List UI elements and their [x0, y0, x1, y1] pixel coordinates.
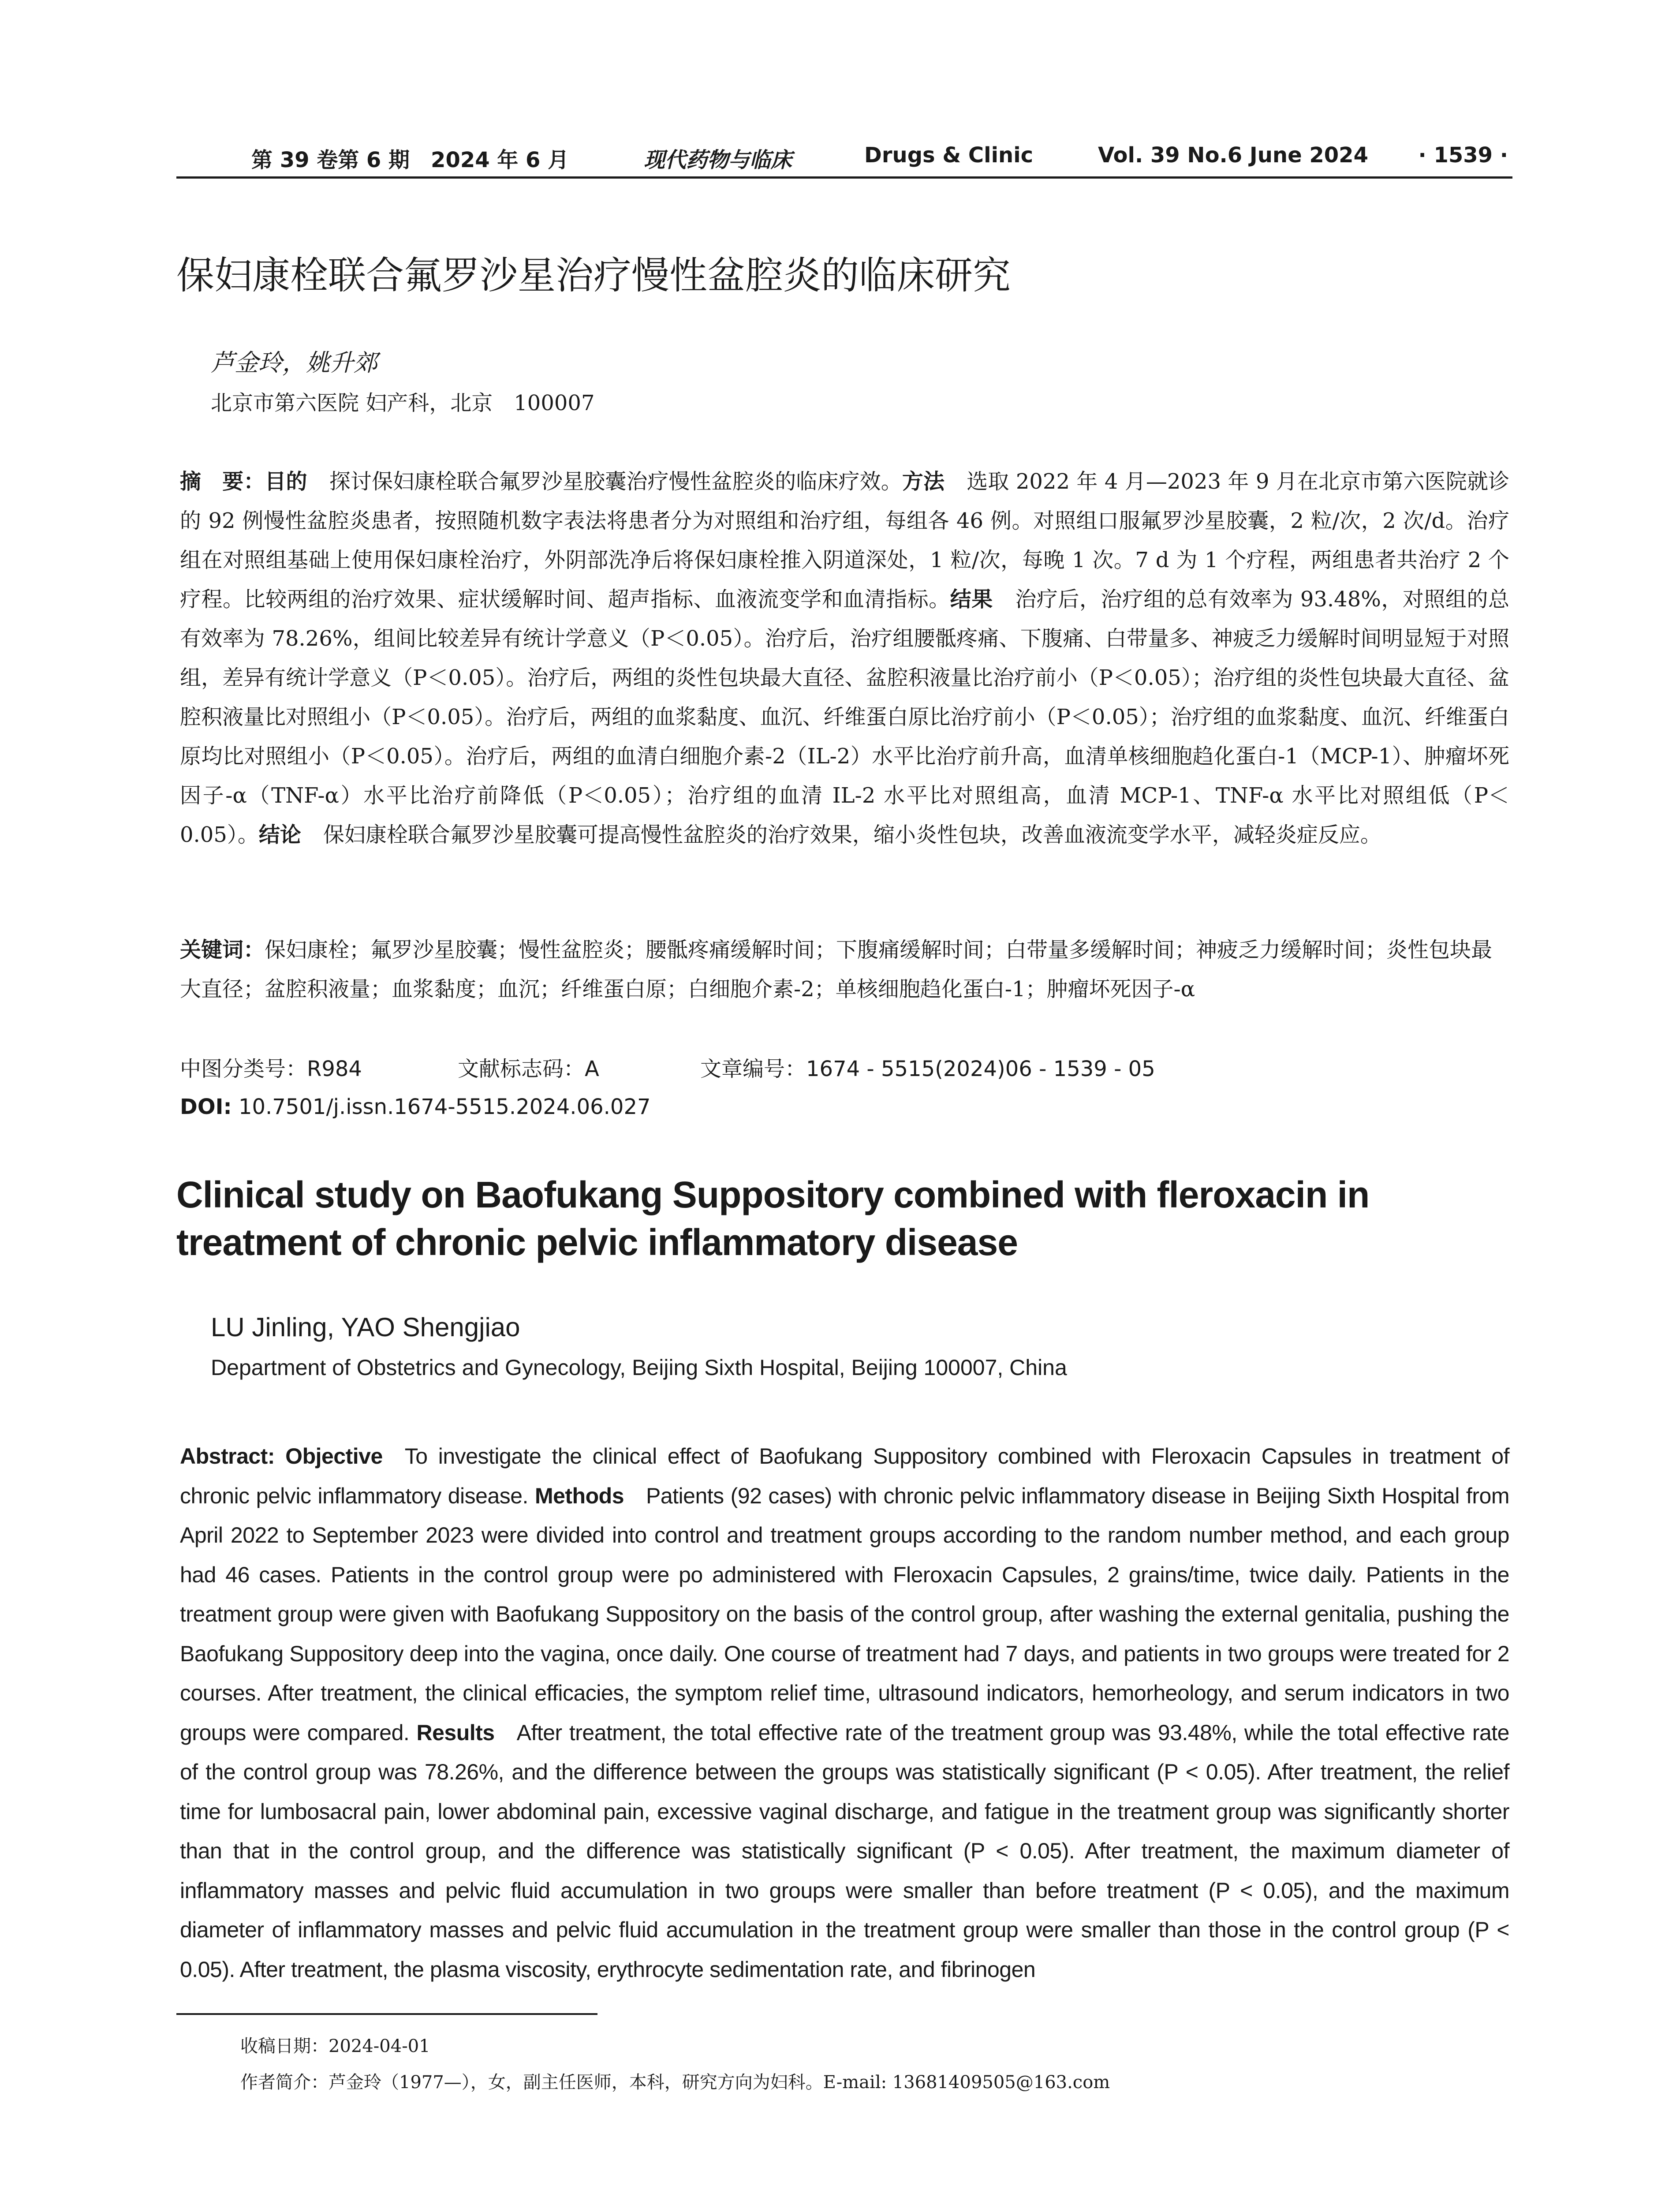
abstract-chinese: [180, 462, 1509, 855]
keywords-cn-text: 保妇康栓；氟罗沙星胶囊；慢性盆腔炎；腰骶疼痛缓解时间；下腹痛缓解时间；白带量多缓解时间；神疲乏力缓解时间；炎性包块最大直径；盆腔积液量；血浆黏度；血沉；纤维蛋白原；白细胞介素-2；单核细胞趋化蛋白-1；肿瘤坏死因子-α: [180, 938, 1493, 1002]
header-journal-en: Drugs & Clinic: [864, 143, 1034, 168]
methods-en-text: Patients (92 cases) with chronic pelvic inflammatory disease in Beijing Sixth Hospital from April 2022 to September 2023 were divided into control and treatment groups according to the random number method, and each group had 46 cases. Patients in the control group were po administered with Fleroxacin Capsules, 2 grains/time, twice daily. Patients in the treatment group were given with Baofukang Suppository on the basis of the control group, after washing the external genitalia, pushing the Baofukang Suppository deep into the vagina, once daily. One course of treatment had 7 days, and patients in two groups were treated for 2 courses. After treatment, the clinical efficacies, the symptom relief time, ultrasound indicators, hemorheology, and serum indicators in two groups were compared.: [180, 1483, 1509, 1745]
results-en-text: After treatment, the total effective rate of the treatment group was 93.48%, while the total effective rate of the control group was 78.26%, and the difference between the groups was statistically significant (P < 0.05). After treatment, the relief time for lumbosacral pain, lower abdominal pain, excessive vaginal discharge, and fatigue in the treatment group was significantly shorter than that in the control group, and the difference was statistically significant (P < 0.05). After treatment, the maximum diameter of inflammatory masses and pelvic fluid accumulation in two groups were smaller than before treatment (P < 0.05), and the maximum diameter of inflammatory masses and pelvic fluid accumulation in the treatment group were smaller than those in the control group (P < 0.05). After treatment, the plasma viscosity, erythrocyte sedimentation rate, and fibrinogen: [180, 1720, 1509, 1982]
footnote-received-date: 收稿日期：2024-04-01: [240, 2036, 430, 2056]
document-code: 文献标志码：A: [458, 1057, 599, 1081]
abstract-english: [180, 1437, 1509, 1989]
affiliation-english: Department of Obstetrics and Gynecology, Beijing Sixth Hospital, Beijing 100007, China: [211, 1355, 1067, 1380]
methods-cn-text: 选取 2022 年 4 月—2023 年 9 月在北京市第六医院就诊的 92 例慢性盆腔炎患者，按照随机数字表法将患者分为对照组和治疗组，每组各 46 例。对照组口服氟罗沙星胶囊，2 粒/次，2 次/d。治疗组在对照组基础上使用保妇康栓治疗，外阴部洗净后将保妇康栓推入阴道深处，1 粒/次，每晚 1 次。7 d 为 1 个疗程，两组患者共治疗 2 个疗程。比较两组的治疗效果、症状缓解时间、超声指标、血液流变学和血清指标。: [180, 469, 1509, 612]
header-volume: Vol. 39 No.6 June 2024: [1098, 143, 1368, 168]
conclusion-cn-text: 保妇康栓联合氟罗沙星胶囊可提高慢性盆腔炎的治疗效果，缩小炎性包块，改善血液流变学水平，减轻炎症反应。: [323, 822, 1381, 847]
methods-en-label: Methods: [534, 1483, 624, 1508]
header-journal-cn: 现代药物与临床: [644, 148, 792, 172]
doi-value: 10.7501/j.issn.1674-5515.2024.06.027: [238, 1095, 651, 1119]
objective-cn-label: 目的: [265, 469, 307, 494]
authors-english: LU Jinling, YAO Shengjiao: [211, 1312, 520, 1342]
footnote-author-bio: 作者简介：芦金玲（1977—），女，副主任医师，本科，研究方向为妇科。E-mail: 13681409505@163.com: [240, 2072, 1110, 2093]
objective-en-label: Objective: [285, 1444, 383, 1469]
objective-en-text: To investigate the clinical effect of Baofukang Suppository combined with Fleroxacin Capsules in treatment of chronic pelvic inflammatory disease.: [180, 1444, 1509, 1508]
clc-number: 中图分类号：R984: [180, 1057, 362, 1081]
abstract-cn-label: 摘 要：: [180, 469, 265, 494]
results-cn-label: 结果: [950, 587, 993, 612]
objective-cn-text: 探讨保妇康栓联合氟罗沙星胶囊治疗慢性盆腔炎的临床疗效。: [329, 469, 902, 494]
header-page-number: · 1539 ·: [1418, 143, 1508, 168]
keywords-cn-label: 关键词：: [180, 938, 265, 962]
article-number: 文章编号：1674 - 5515(2024)06 - 1539 - 05: [700, 1057, 1155, 1081]
results-cn-text: 治疗后，治疗组的总有效率为 93.48%，对照组的总有效率为 78.26%，组间比较差异有统计学意义（P＜0.05）。治疗后，治疗组腰骶疼痛、下腹痛、白带量多、神疲乏力缓解时间明显短于对照组，差异有统计学意义（P＜0.05）。治疗后，两组的炎性包块最大直径、盆腔积液量比治疗前小（P＜0.05）；治疗组的炎性包块最大直径、盆腔积液量比对照组小（P＜0.05）。治疗后，两组的血浆黏度、血沉、纤维蛋白原比治疗前小（P＜0.05）；治疗组的血浆黏度、血沉、纤维蛋白原均比对照组小（P＜0.05）。治疗后，两组的血清白细胞介素-2（IL-2）水平比治疗前升高，血清单核细胞趋化蛋白-1（MCP-1）、肿瘤坏死因子-α（TNF-α）水平比治疗前降低（P＜0.05）；治疗组的血清 IL-2 水平比对照组高，血清 MCP-1、TNF-α 水平比对照组低（P＜0.05）。: [180, 587, 1509, 847]
header-issue: 第 39 卷第 6 期 2024 年 6 月: [251, 148, 569, 172]
doi-row: [180, 1095, 651, 1119]
doi-label: DOI:: [180, 1095, 232, 1119]
running-header: [176, 141, 1512, 179]
abstract-en-label: Abstract:: [180, 1444, 275, 1469]
footnote-divider: [176, 2013, 597, 2015]
results-en-label: Results: [416, 1720, 495, 1745]
title-chinese: 保妇康栓联合氟罗沙星治疗慢性盆腔炎的临床研究: [176, 254, 1011, 298]
keywords-chinese: [180, 931, 1509, 1009]
methods-cn-label: 方法: [902, 469, 945, 494]
authors-chinese: 芦金玲，姚升郊: [211, 349, 377, 377]
conclusion-cn-label: 结论: [258, 822, 301, 847]
title-english: Clinical study on Baofukang Suppository combined with fleroxacin in treatment of chronic pelvic inflammatory disease: [176, 1174, 1370, 1263]
affiliation-chinese: 北京市第六医院 妇产科，北京 100007: [211, 391, 595, 415]
